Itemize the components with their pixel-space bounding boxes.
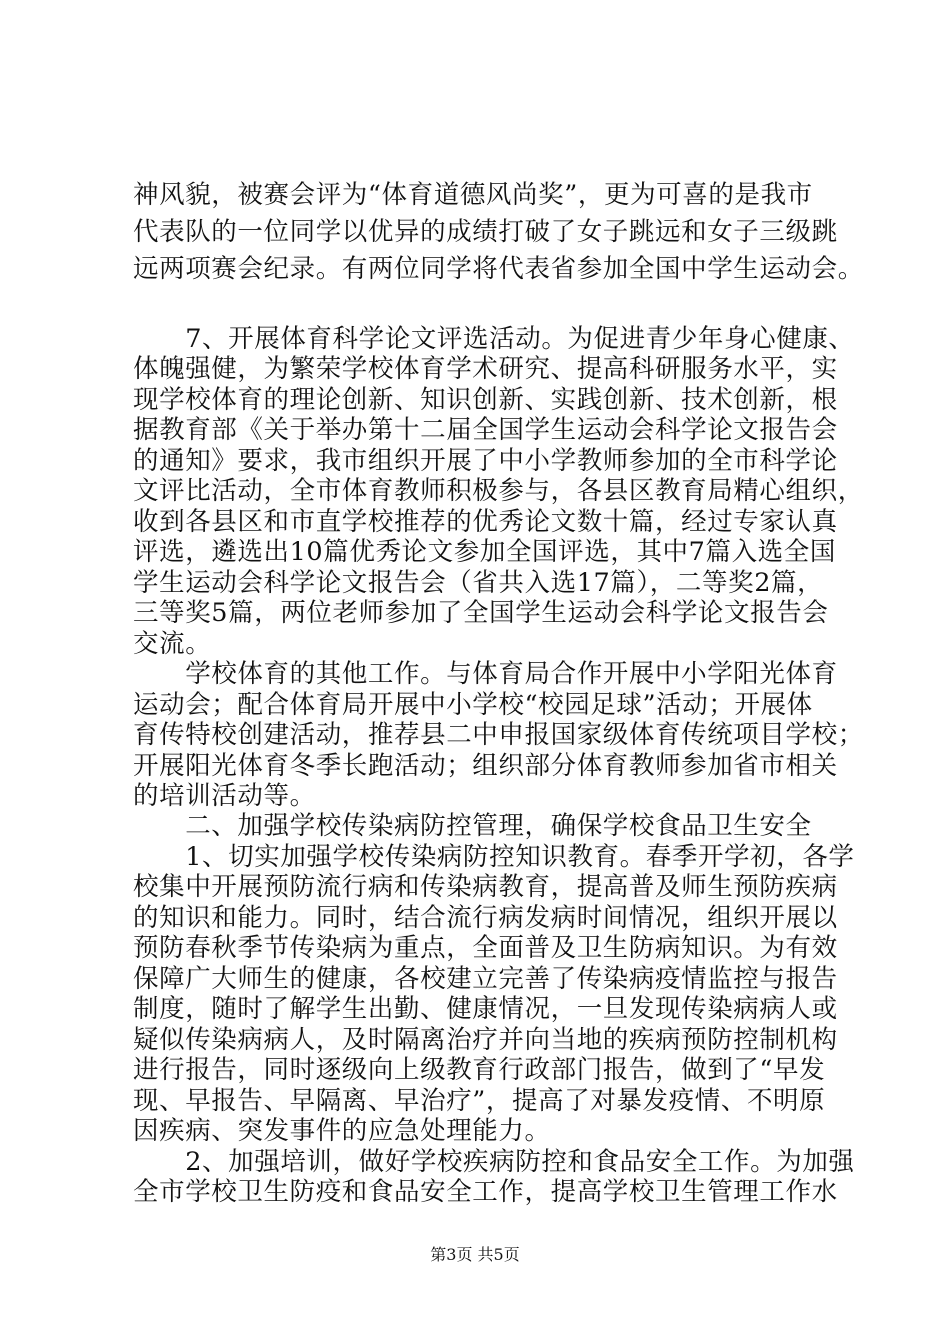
text-line: 代表队的一位同学以优异的成绩打破了女子跳远和女子三级跳	[133, 217, 838, 247]
text-line: 体魄强健，为繁荣学校体育学术研究、提高科研服务水平，实	[133, 354, 838, 384]
text-line: 校集中开展预防流行病和传染病教育，提高普及师生预防疾病	[133, 872, 838, 902]
text-line: 2、加强培训，做好学校疾病防控和食品安全工作。为加强	[133, 1147, 855, 1177]
text-line: 的培训活动等。	[133, 781, 316, 811]
text-line: 收到各县区和市直学校推荐的优秀论文数十篇，经过专家认真	[133, 507, 838, 537]
text-line: 制度，随时了解学生出勤、健康情况，一旦发现传染病病人或	[133, 994, 838, 1024]
text-line: 据教育部《关于举办第十二届全国学生运动会科学论文报告会	[133, 415, 838, 445]
text-line: 神风貌，被赛会评为“体育道德风尚奖”，更为可喜的是我市	[133, 180, 813, 210]
text-line: 预防春秋季节传染病为重点，全面普及卫生防病知识。为有效	[133, 933, 838, 963]
text-line: 因疾病、突发事件的应急处理能力。	[133, 1116, 551, 1146]
text-line: 远两项赛会纪录。有两位同学将代表省参加全国中学生运动会。	[133, 254, 864, 284]
text-line: 交流。	[133, 629, 212, 659]
text-line: 1、切实加强学校传染病防控知识教育。春季开学初，各学	[133, 842, 855, 872]
text-line: 学生运动会科学论文报告会（省共入选17篇），二等奖2篇，	[133, 568, 824, 598]
text-line: 的知识和能力。同时，结合流行病发病时间情况，组织开展以	[133, 903, 838, 933]
text-line: 现学校体育的理论创新、知识创新、实践创新、技术创新，根	[133, 385, 838, 415]
text-line: 开展阳光体育冬季长跑活动；组织部分体育教师参加省市相关	[133, 751, 838, 781]
text-line: 育传特校创建活动，推荐县二中申报国家级体育传统项目学校；	[133, 720, 864, 750]
text-line: 疑似传染病病人，及时隔离治疗并向当地的疾病预防控制机构	[133, 1025, 838, 1055]
text-line: 7、开展体育科学论文评选活动。为促进青少年身心健康、	[133, 324, 855, 354]
text-line: 进行报告，同时逐级向上级教育行政部门报告，做到了“早发	[133, 1055, 826, 1085]
text-line: 评选，遴选出10篇优秀论文参加全国评选，其中7篇入选全国	[133, 537, 836, 567]
text-line: 的通知》要求，我市组织开展了中小学教师参加的全市科学论	[133, 446, 838, 476]
text-line: 现、早报告、早隔离、早治疗”，提高了对暴发疫情、不明原	[133, 1086, 826, 1116]
text-line: 运动会；配合体育局开展中小学校“校园足球”活动；开展体	[133, 690, 813, 720]
text-line: 保障广大师生的健康，各校建立完善了传染病疫情监控与报告	[133, 964, 838, 994]
text-line: 文评比活动，全市体育教师积极参与，各县区教育局精心组织，	[133, 476, 864, 506]
text-line: 三等奖5篇，两位老师参加了全国学生运动会科学论文报告会	[133, 598, 829, 628]
page-number: 第3页 共5页	[430, 1245, 520, 1264]
section-heading: 二、加强学校传染病防控管理，确保学校食品卫生安全	[133, 811, 812, 841]
text-line: 学校体育的其他工作。与体育局合作开展中小学阳光体育	[133, 659, 838, 689]
text-line: 全市学校卫生防疫和食品安全工作，提高学校卫生管理工作水	[133, 1177, 838, 1207]
